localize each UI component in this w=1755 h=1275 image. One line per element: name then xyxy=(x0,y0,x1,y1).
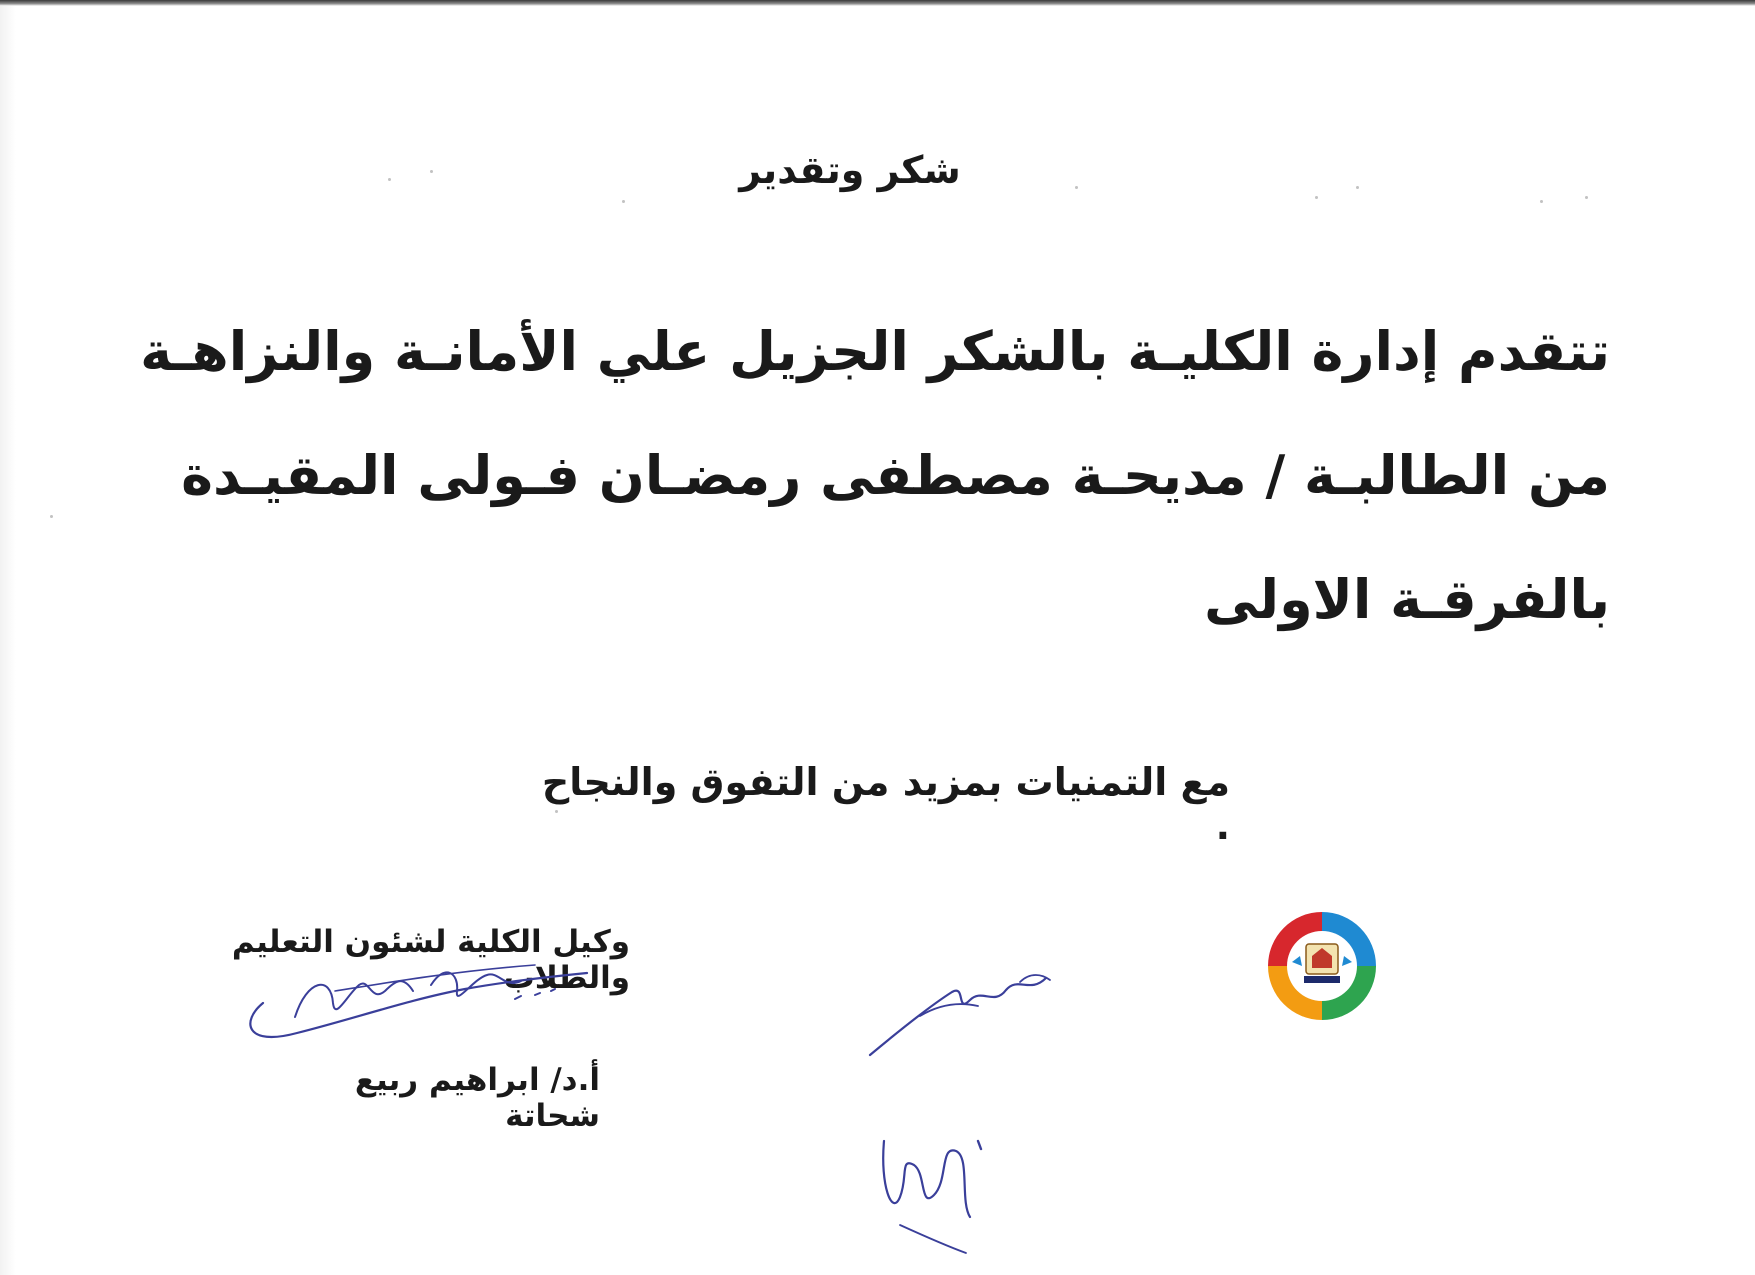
scan-speck xyxy=(622,200,625,203)
signer-name: أ.د/ ابراهيم ربيع شحاتة xyxy=(354,1062,600,1134)
certificate-body: تتقدم إدارة الكليـة بالشكر الجزيل علي الأمانـة والنزاهـة من الطالبـة / مديحـة مصطفى رمضـان فـولى المقيـدة بالفرقـة الاولى xyxy=(140,320,1610,631)
signer-title: وكيل الكلية لشئون التعليم والطلاب xyxy=(231,924,630,996)
certificate-title: شكر وتقدير xyxy=(739,148,961,192)
scan-speck xyxy=(1540,200,1543,203)
middle-signature xyxy=(860,960,1060,1060)
scan-edge-top xyxy=(0,0,1755,6)
scan-speck xyxy=(1315,196,1318,199)
college-logo-seal xyxy=(1262,906,1382,1026)
scan-speck xyxy=(1356,186,1359,189)
scan-edge-left xyxy=(0,6,16,1275)
scan-speck xyxy=(388,178,391,181)
scan-speck xyxy=(1585,196,1588,199)
scan-speck xyxy=(50,515,53,518)
vice-dean-signature xyxy=(235,955,595,1045)
scan-speck xyxy=(1075,186,1078,189)
lower-signature xyxy=(870,1105,1000,1255)
closing-wishes: مع التمنيات بمزيد من التفوق والنجاح . xyxy=(541,760,1230,848)
scan-speck xyxy=(430,170,433,173)
